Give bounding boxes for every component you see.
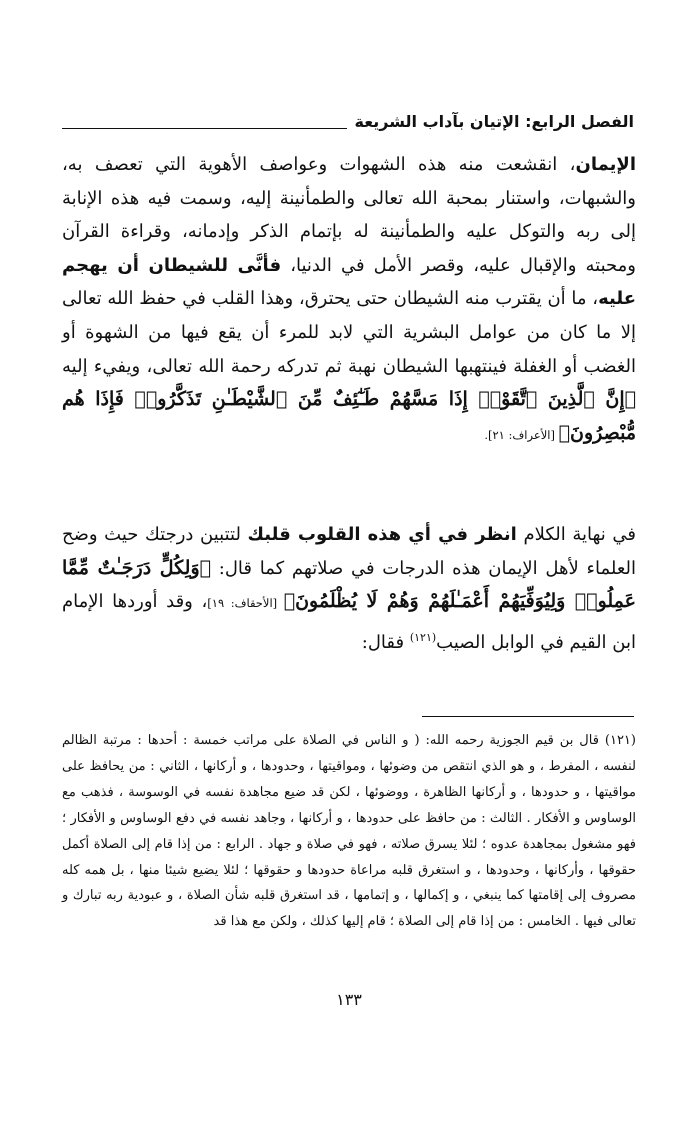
paragraph-1-text-b: ، ما أن يقترب منه الشيطان حتى يحترق، وهذا القلب في حفظ الله تعالى إلا ما كان من عوامل البشرية التي لابد للمرء أن يقع فيها من الشهوة أو الغضب أو الغفلة فينتهبها الشيطان نهبة ثم تدركه رحمة الله تعالى، ويفيء إليه [62,288,636,377]
quran-verse-araf: ﴿إِنَّ ٱلَّذِينَ ٱتَّقَوْا۟ إِذَا مَسَّهُمْ طَـٰٓئِفٌ مِّنَ ٱلشَّيْطَـٰنِ تَذَكَّرُوا۟ فَإِذَا هُم مُّبْصِرُونَ﴾ [62,388,636,444]
paragraph-2-text-c: ، وقد أوردها الإمام ابن القيم في الوابل الصيب [62,591,636,653]
chapter-title: الفصل الرابع: الإتيان بآداب الشريعة [354,112,634,131]
citation-araf: [الأعراف: ٢١]. [484,427,559,442]
paragraph-2-text-d: فقال: [361,631,410,653]
footnote-reference[interactable]: (١٢١) [409,630,437,644]
quran-verse-ahqaf: ﴿وَلِكُلٍّ دَرَجَـٰتٌ مِّمَّا عَمِلُوا۟ وَلِيُوَفِّيَهُمْ أَعْمَـٰلَهُمْ وَهُمْ لَا يُظْلَمُونَ﴾ [62,556,637,613]
header-rule [62,128,347,129]
paragraph-2 [62,518,636,659]
paragraph-2-text-b: لتتبين درجتك حيث وضح العلماء لأهل الإيمان هذه الدرجات في صلاتهم كما قال: [62,524,636,579]
citation-ahqaf: [الأحقاف: ١٩] [207,596,284,611]
paragraph-2-text-a: في نهاية الكلام [516,524,636,545]
bold-phrase-satan: فأنَّى للشيطان أن يهجم عليه [62,254,636,310]
bold-phrase-hearts: انظر في أي هذه القلوب قلبك [247,524,517,545]
footnote-121: (١٢١) قال بن قيم الجوزية رحمه الله: ( و الناس في الصلاة على مراتب خمسة : أحدها : مرتبة الظالم لنفسه ، المفرط ، و هو الذي انتقص من وضوئها ، ومواقيتها ، وحدودها ، و أركانها ، الثاني : من يحافظ على مواقيتها ، و حدودها ، و أركانها الظاهرة ، ووضوئها ، لكن قد ضيع مجاهدة نفسه في الوسوسة ، فذهب مع الوساوس و الأفكار . الثالث : من حافظ على حدودها ، و أركانها ، وجاهد نفسه في دفع الوساوس و الأفكار ؛ فهو مشغول بمجاهدة عدوه ؛ لئلا يسرق صلاته ، فهو في صلاة و جهاد . الرابع : من إذا قام إلى الصلاة أكمل حقوقها ، وأركانها ، وحدودها ، و استغرق قلبه مراعاة حدودها و حقوقها ؛ لئلا يضيع شيئا منها ، بل همه كله مصروف إلى إقامتها كما ينبغي ، و إكمالها ، و إتمامها ، قد استغرق قلبه شأن الصلاة ، و عبودية ربه تبارك و تعالى فيها . الخامس : من إذا قام إلى الصلاة ؛ قام إليها كذلك ، ولكن مع هذا قد [62,733,636,930]
running-header [62,112,634,132]
paragraph-1 [62,148,636,452]
paragraph-1-text-a: ، انقشعت منه هذه الشهوات وعواصف الأهوية التي تعصف به، والشبهات، واستنار بمحبة الله تعالى والطمأنينة إليه، وسمت فيه هذه الإنابة إلى ربه والتوكل عليه والطمأنينة له بإتمام الذكر وإدمانه، وقراءة القرآن ومحبته والإقبال عليه، وقصر الأمل في الدنيا، [62,154,636,276]
bold-lead-word: الإيمان [575,154,636,175]
page-number: ١٣٣ [336,990,362,1009]
footnote-separator [422,716,634,717]
